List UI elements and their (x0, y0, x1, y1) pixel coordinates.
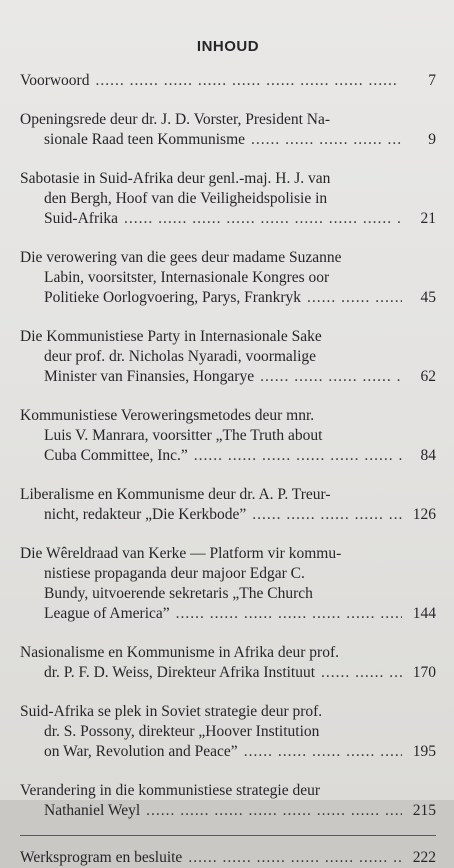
toc-entry-line: Sabotasie in Suid-Afrika deur genl.-maj. H. J. van (20, 170, 331, 187)
dot-leader (194, 446, 402, 466)
toc-entry-line: Verandering in die kommunistiese strategie deur (20, 782, 321, 799)
toc-page-number: 195 (412, 743, 436, 760)
toc-entry-liberalisme (20, 485, 436, 525)
toc-page-number: 144 (412, 605, 436, 622)
toc-entry-line: sionale Raad teen Kommunisme (44, 131, 246, 148)
toc-entry-line: nicht, redakteur „Die Kerkbode” (44, 506, 247, 523)
dot-leader (252, 505, 402, 525)
toc-page-number: 45 (420, 289, 436, 306)
dot-leader (251, 130, 402, 150)
toc-entry-verandering (20, 781, 436, 821)
toc-entry-title: Voorwoord (20, 72, 90, 89)
toc-entry-line: Die Wêreldraad van Kerke — Platform vir kommu- (20, 545, 342, 562)
toc-entry-line: League of America” (44, 605, 170, 622)
toc-page-number: 222 (412, 849, 436, 866)
toc-entry-line: Die Kommunistiese Party in Internasionale Sake (20, 328, 322, 345)
dot-leader (321, 663, 402, 683)
divider-rule (20, 835, 436, 836)
toc-page-number: 170 (412, 664, 436, 681)
toc-entry-line: Liberalisme en Kommunisme deur dr. A. P. Treur- (20, 486, 331, 503)
dot-leader (188, 848, 402, 868)
dot-leader (124, 209, 402, 229)
toc-entry-line: Suid-Afrika se plek in Soviet strategie deur prof. (20, 703, 323, 720)
dot-leader (146, 801, 402, 821)
toc-entry-line: dr. S. Possony, direkteur „Hoover Institution (44, 723, 320, 740)
toc-entry-sabotasie (20, 169, 436, 229)
contents-heading: INHOUD (196, 38, 260, 55)
dot-leader (244, 742, 402, 762)
toc-entry-line: Minister van Finansies, Hongarye (44, 368, 255, 385)
toc-entry-line: on War, Revolution and Peace” (44, 743, 238, 760)
toc-entry-line: deur prof. dr. Nicholas Nyaradi, voormalige (44, 348, 317, 365)
dot-leader (176, 604, 402, 624)
toc-entry-title: Werksprogram en besluite (20, 849, 183, 866)
toc-entry-line: den Bergh, Hoof van die Veiligheidspolisie in (44, 190, 328, 207)
toc-entry-line: Kommunistiese Veroweringsmetodes deur mnr. (20, 407, 315, 424)
toc-entry-line: nistiese propaganda deur majoor Edgar C. (44, 565, 305, 582)
toc-entry-verowering-van-die-gees (20, 248, 436, 308)
toc-page-number: 62 (420, 368, 436, 385)
toc-entry-werksprogram (20, 848, 436, 868)
toc-entry-veroweringsmetodes (20, 406, 436, 466)
toc-entry-kommunistiese-party (20, 327, 436, 387)
toc-entry-line: Suid-Afrika (44, 210, 119, 227)
toc-entry-openingsrede (20, 110, 436, 150)
toc-entry-line: Cuba Committee, Inc.” (44, 447, 188, 464)
toc-entry-line: Politieke Oorlogvoering, Parys, Frankryk (44, 289, 302, 306)
toc-entry-soviet-strategie (20, 702, 436, 762)
toc-page-number: 21 (420, 210, 436, 227)
toc-page-number: 9 (428, 131, 436, 148)
toc-page-number: 84 (420, 447, 436, 464)
toc-page-number: 7 (428, 72, 436, 89)
toc-entry-line: Bundy, uitvoerende sekretaris „The Church (44, 585, 313, 602)
dot-leader (95, 71, 402, 91)
toc-page-number: 126 (412, 506, 436, 523)
toc-entry-line: dr. P. F. D. Weiss, Direkteur Afrika Instituut (44, 664, 316, 681)
toc-page-number: 215 (412, 802, 436, 819)
toc-entry-wereldraad-van-kerke (20, 544, 436, 624)
toc-entry-line: Nasionalisme en Kommunisme in Afrika deur prof. (20, 644, 339, 661)
toc-entry-line: Labin, voorsitster, Internasionale Kongres oor (44, 269, 330, 286)
toc-entry-line: Luis V. Manrara, voorsitter „The Truth about (44, 427, 323, 444)
toc-entry-nasionalisme (20, 643, 436, 683)
dot-leader (260, 367, 402, 387)
toc-entry-line: Die verowering van die gees deur madame Suzanne (20, 249, 342, 266)
toc-entry-line: Nathaniel Weyl (44, 802, 141, 819)
toc-entry-line: Openingsrede deur dr. J. D. Vorster, President Na- (20, 111, 331, 128)
toc-entry-voorwoord (20, 71, 436, 91)
dot-leader (307, 288, 402, 308)
